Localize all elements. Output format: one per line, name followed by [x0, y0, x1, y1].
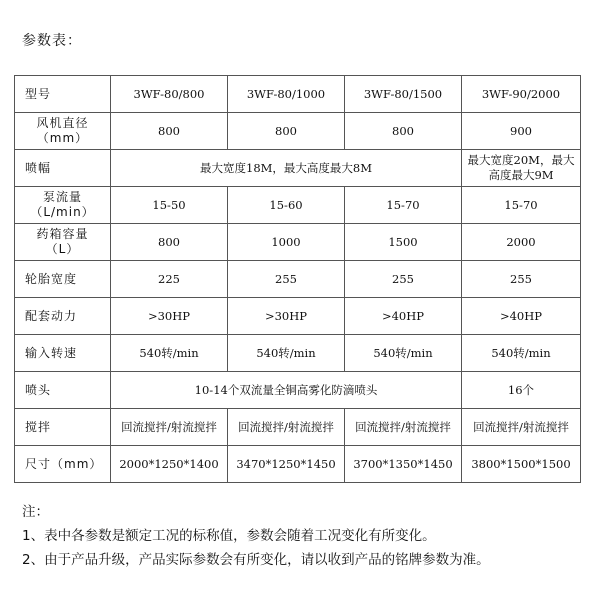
value-cell: 回流搅拌/射流搅拌	[462, 409, 581, 446]
value-cell: >40HP	[345, 298, 462, 335]
value-cell: 800	[345, 113, 462, 150]
label-dimensions: 尺寸（mm）	[15, 446, 111, 483]
value-cell: 540转/min	[462, 335, 581, 372]
value-cell: >40HP	[462, 298, 581, 335]
label-pump-flow-line2: （L/min）	[30, 205, 95, 219]
label-stirring: 搅拌	[15, 409, 111, 446]
value-cell: 255	[228, 261, 345, 298]
value-cell: 3800*1500*1500	[462, 446, 581, 483]
note-item: 1、表中各参数是额定工况的标称值，参数会随着工况变化有所变化。	[22, 528, 436, 544]
value-cell: 2000*1250*1400	[111, 446, 228, 483]
table-row-spray-width	[15, 150, 581, 187]
table-row-dimensions	[15, 446, 581, 483]
value-cell: 225	[111, 261, 228, 298]
table-row-fan-diameter	[15, 113, 581, 150]
value-cell: 15-50	[111, 187, 228, 224]
table-row-stirring	[15, 409, 581, 446]
nozzle-merged-cell: 10-14个双流量全铜高雾化防滴喷头	[111, 372, 462, 409]
value-cell: 540转/min	[111, 335, 228, 372]
value-cell: 540转/min	[345, 335, 462, 372]
model-cell: 3WF-90/2000	[462, 76, 581, 113]
label-nozzle: 喷头	[15, 372, 111, 409]
notes-section	[22, 500, 490, 572]
value-cell: 15-70	[345, 187, 462, 224]
page-title: 参数表：	[22, 33, 82, 49]
label-tire-width: 轮胎宽度	[15, 261, 111, 298]
table-row-input-speed	[15, 335, 581, 372]
value-cell: 回流搅拌/射流搅拌	[345, 409, 462, 446]
model-cell: 3WF-80/800	[111, 76, 228, 113]
label-power: 配套动力	[15, 298, 111, 335]
value-cell: 800	[111, 113, 228, 150]
note-item: 2、由于产品升级，产品实际参数会有所变化，请以收到产品的铭牌参数为准。	[22, 552, 490, 568]
value-cell: 15-60	[228, 187, 345, 224]
label-fan-diameter-line2: （mm）	[36, 131, 89, 145]
spray-width-last-cell: 最大宽度20M，最大高度最大9M	[462, 150, 581, 187]
label-pump-flow-line1: 泵流量	[42, 190, 82, 204]
nozzle-last-cell: 16个	[462, 372, 581, 409]
label-fan-diameter-line1: 风机直径	[36, 116, 89, 130]
label-pump-flow	[15, 187, 111, 224]
value-cell: 3470*1250*1450	[228, 446, 345, 483]
label-input-speed: 输入转速	[15, 335, 111, 372]
table-row-nozzle	[15, 372, 581, 409]
value-cell: >30HP	[228, 298, 345, 335]
table-row-tire-width	[15, 261, 581, 298]
model-cell: 3WF-80/1500	[345, 76, 462, 113]
value-cell: 900	[462, 113, 581, 150]
value-cell: 3700*1350*1450	[345, 446, 462, 483]
value-cell: 800	[111, 224, 228, 261]
value-cell: 255	[345, 261, 462, 298]
value-cell: 1500	[345, 224, 462, 261]
label-tank-capacity	[15, 224, 111, 261]
label-tank-capacity-line1: 药箱容量	[36, 227, 89, 241]
table-row-pump-flow	[15, 187, 581, 224]
parameter-table	[14, 75, 581, 483]
table-row-tank-capacity	[15, 224, 581, 261]
value-cell: >30HP	[111, 298, 228, 335]
label-fan-diameter	[15, 113, 111, 150]
value-cell: 2000	[462, 224, 581, 261]
value-cell: 15-70	[462, 187, 581, 224]
model-cell: 3WF-80/1000	[228, 76, 345, 113]
value-cell: 回流搅拌/射流搅拌	[111, 409, 228, 446]
label-spray-width: 喷幅	[15, 150, 111, 187]
spray-width-merged-cell: 最大宽度18M，最大高度最大8M	[111, 150, 462, 187]
notes-heading: 注：	[22, 504, 49, 520]
table-row-model	[15, 76, 581, 113]
value-cell: 255	[462, 261, 581, 298]
label-model: 型号	[15, 76, 111, 113]
table-row-power	[15, 298, 581, 335]
value-cell: 1000	[228, 224, 345, 261]
label-tank-capacity-line2: （L）	[45, 242, 80, 256]
value-cell: 540转/min	[228, 335, 345, 372]
value-cell: 800	[228, 113, 345, 150]
value-cell: 回流搅拌/射流搅拌	[228, 409, 345, 446]
